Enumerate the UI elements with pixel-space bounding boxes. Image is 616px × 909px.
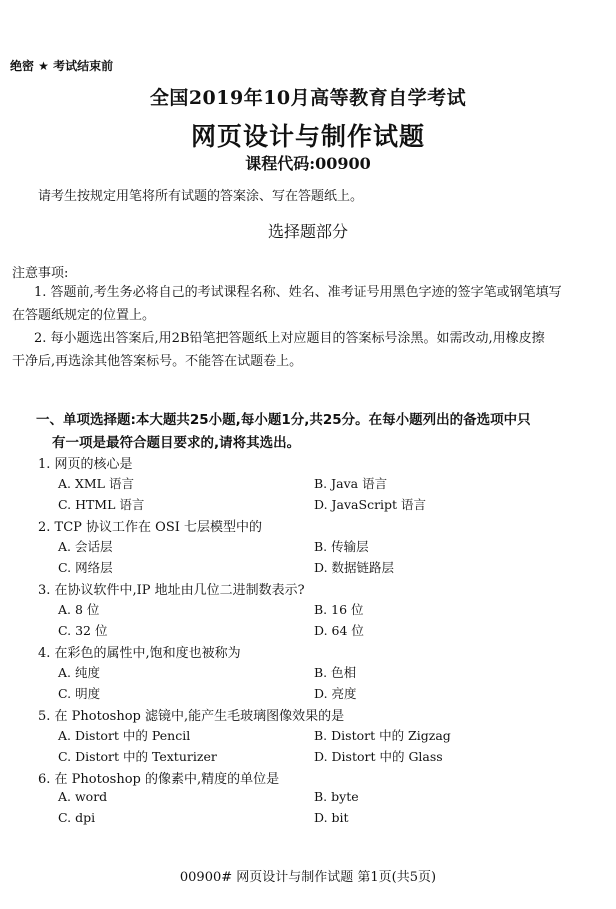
question-stem: 6. 在 Photoshop 的像素中,精度的单位是 xyxy=(38,772,280,787)
notice-item-line: 1. 答题前,考生务必将自己的考试课程名称、姓名、准考证号用黑色字迹的签字笔或钢笔填写 xyxy=(34,285,562,300)
option-b: B. 传输层 xyxy=(314,539,369,554)
option-a: A. 8 位 xyxy=(58,602,100,617)
part-header-continued: 有一项是最符合题目要求的,请将其选出。 xyxy=(52,435,301,451)
option-a: A. 纯度 xyxy=(58,665,100,680)
option-c: C. Distort 中的 Texturizer xyxy=(58,749,217,764)
option-b: B. 色相 xyxy=(314,665,357,680)
notice-heading: 注意事项: xyxy=(12,266,69,281)
option-b: B. Java 语言 xyxy=(314,476,388,491)
question-stem: 1. 网页的核心是 xyxy=(38,457,133,472)
page-footer: 00900# 网页设计与制作试题 第1页(共5页) xyxy=(179,870,437,885)
option-a: A. 会话层 xyxy=(58,539,113,554)
option-d: D. 亮度 xyxy=(314,686,357,701)
option-b: B. 16 位 xyxy=(314,602,364,617)
option-d: D. Distort 中的 Glass xyxy=(314,749,443,764)
question-stem: 4. 在彩色的属性中,饱和度也被称为 xyxy=(38,646,241,661)
option-c: C. 网络层 xyxy=(58,560,113,575)
option-b: B. byte xyxy=(314,789,359,804)
notice-item xyxy=(12,281,597,327)
option-c: C. HTML 语言 xyxy=(58,497,145,512)
notice-item-line: 在答题纸规定的位置上。 xyxy=(12,308,156,323)
option-b: B. Distort 中的 Zigzag xyxy=(314,728,451,743)
option-c: C. 明度 xyxy=(58,686,101,701)
option-d: D. JavaScript 语言 xyxy=(314,497,427,512)
option-a: A. Distort 中的 Pencil xyxy=(58,728,191,743)
answer-instruction: 请考生按规定用笔将所有试题的答案涂、写在答题纸上。 xyxy=(38,189,364,204)
section-title: 选择题部分 xyxy=(267,222,348,241)
notice-item-line: 2. 每小题选出答案后,用2B铅笔把答题纸上对应题目的答案标号涂黑。如需改动,用橡皮擦 xyxy=(34,331,545,346)
question-stem: 3. 在协议软件中,IP 地址由几位二进制数表示? xyxy=(38,583,305,598)
option-d: D. 数据链路层 xyxy=(314,560,395,575)
option-d: D. bit xyxy=(314,810,349,825)
option-c: C. dpi xyxy=(58,810,96,825)
paper-title: 网页设计与制作试题 xyxy=(190,122,425,151)
exam-title: 全国2019年10月高等教育自学考试 xyxy=(149,87,467,109)
notice-item-line: 干净后,再选涂其他答案标号。不能答在试题卷上。 xyxy=(12,354,303,369)
option-c: C. 32 位 xyxy=(58,623,108,638)
question-stem: 5. 在 Photoshop 滤镜中,能产生毛玻璃图像效果的是 xyxy=(38,709,345,724)
question-stem: 2. TCP 协议工作在 OSI 七层模型中的 xyxy=(38,520,262,535)
part-header: 一、单项选择题:本大题共25小题,每小题1分,共25分。在每小题列出的备选项中只 xyxy=(36,412,531,428)
option-a: A. word xyxy=(58,789,108,804)
course-code: 课程代码:00900 xyxy=(245,154,371,173)
confidential-label: 绝密 ★ 考试结束前 xyxy=(10,59,114,73)
option-d: D. 64 位 xyxy=(314,623,364,638)
option-a: A. XML 语言 xyxy=(58,476,134,491)
notice-item xyxy=(12,327,597,373)
